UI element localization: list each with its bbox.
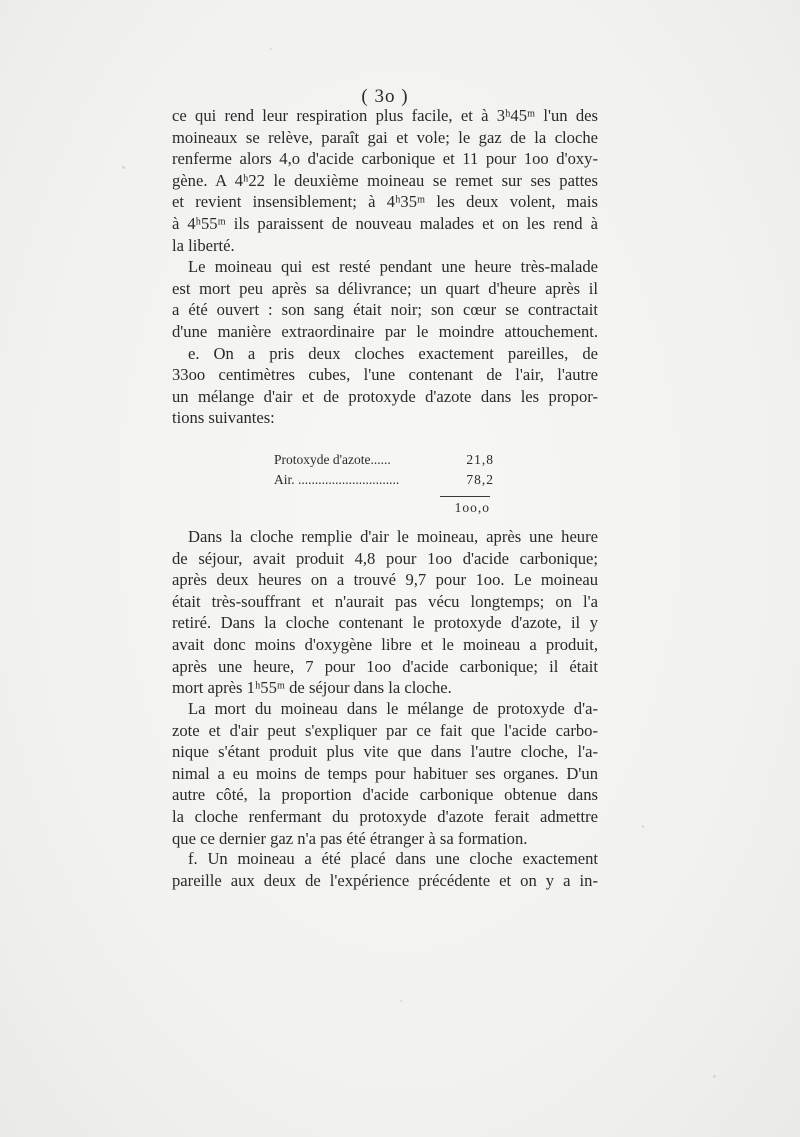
- table-total: 1oo,o: [454, 500, 490, 515]
- paragraph2-line: a été ouvert : son sang était noir; son cœur se contractait: [172, 300, 598, 320]
- paragraph5-line: nimal a eu moins de temps pour habituer ses organes. D'un: [172, 763, 598, 783]
- paragraph6-line: f. Un moineau a été placé dans une cloche exactement: [188, 849, 598, 868]
- paragraph4-line: était très-souffrant et n'aurait pas vécu longtemps; on l'a: [172, 591, 598, 611]
- paragraph1-line: gène. A 4ʰ22 le deuxième moineau se remet sur ses pattes: [172, 170, 598, 190]
- paragraph2-line: d'une manière extraordinaire par le moindre attouchement.: [172, 321, 598, 341]
- paragraph1-line: ce qui rend leur respiration plus facile, et à 3ʰ45ᵐ l'un des: [172, 106, 598, 125]
- paragraph1-line: et revient insensiblement; à 4ʰ35ᵐ les deux volent, mais: [172, 192, 598, 212]
- text-block-4: [172, 848, 598, 891]
- paragraph3-line: tions suivantes:: [172, 408, 275, 428]
- paragraph4-line: mort après 1ʰ55ᵐ de séjour dans la cloche.: [172, 678, 452, 698]
- paper-speck: [642, 825, 644, 828]
- paragraph3-line: 33oo centimètres cubes, l'une contenant de l'air, l'autre: [172, 365, 598, 385]
- paragraph4-line: de séjour, avait produit 4,8 pour 1oo d'acide carbonique;: [172, 548, 598, 568]
- paper-speck: [270, 48, 272, 50]
- paragraph4-line: après deux heures on a trouvé 9,7 pour 1oo. Le moineau: [172, 570, 598, 590]
- paragraph5-line: que ce dernier gaz n'a pas été étranger à sa formation.: [172, 828, 528, 848]
- paragraph4-line: retiré. Dans la cloche contenant le protoxyde d'azote, il y: [172, 613, 598, 633]
- paragraph3-line: e. On a pris deux cloches exactement pareilles, de: [188, 343, 598, 363]
- paragraph4-line: après une heure, 7 pour 1oo d'acide carbonique; il était: [172, 656, 598, 676]
- table-row-value: 78,2: [466, 472, 494, 487]
- paragraph1-line: renferme alors 4,o d'acide carbonique et 11 pour 1oo d'oxy-: [172, 149, 598, 169]
- page-number: ( 3o ): [361, 86, 409, 107]
- table-row-value: 21,8: [466, 452, 494, 467]
- paper-speck: [400, 1000, 402, 1002]
- text-block-3: [172, 698, 598, 849]
- paragraph5-line: nique s'étant produit plus vite que dans l'autre cloche, l'a-: [172, 742, 598, 762]
- paragraph5-line: autre côté, la proportion d'acide carbonique obtenue dans: [172, 785, 598, 805]
- text-block-2: [172, 526, 598, 699]
- paragraph1-line: à 4ʰ55ᵐ ils paraissent de nouveau malades et on les rend à: [172, 213, 598, 233]
- paragraph6-line: pareille aux deux de l'expérience précédente et on y a in-: [172, 870, 598, 890]
- paragraph4-line: avait donc moins d'oxygène libre et le moineau a produit,: [172, 634, 598, 654]
- paragraph3-line: un mélange d'air et de protoxyde d'azote dans les propor-: [172, 386, 598, 406]
- paragraph5-line: zote et d'air peut s'expliquer par ce fait que l'acide carbo-: [172, 720, 598, 740]
- gas-proportion-table: [274, 450, 494, 518]
- table-row-label: Air. ..............................: [274, 472, 400, 487]
- paragraph4-line: Dans la cloche remplie d'air le moineau, après une heure: [188, 527, 598, 546]
- paper-speck: [122, 166, 125, 169]
- text-block-1: [172, 105, 598, 429]
- table-row-label: Protoxyde d'azote......: [274, 452, 391, 467]
- paragraph1-line: la liberté.: [172, 235, 235, 255]
- paragraph5-line: la cloche renfermant du protoxyde d'azote ferait admettre: [172, 806, 598, 826]
- table-row: [274, 470, 494, 490]
- paragraph2-line: Le moineau qui est resté pendant une heure très-malade: [188, 257, 598, 277]
- paragraph5-line: La mort du moineau dans le mélange de protoxyde d'a-: [188, 699, 598, 718]
- paragraph1-line: moineaux se relève, paraît gai et vole; le gaz de la cloche: [172, 127, 598, 147]
- table-row: [274, 450, 494, 470]
- paper-speck: [713, 1075, 716, 1078]
- paragraph2-line: est mort peu après sa délivrance; un quart d'heure après il: [172, 278, 598, 298]
- total-rule: [440, 496, 490, 497]
